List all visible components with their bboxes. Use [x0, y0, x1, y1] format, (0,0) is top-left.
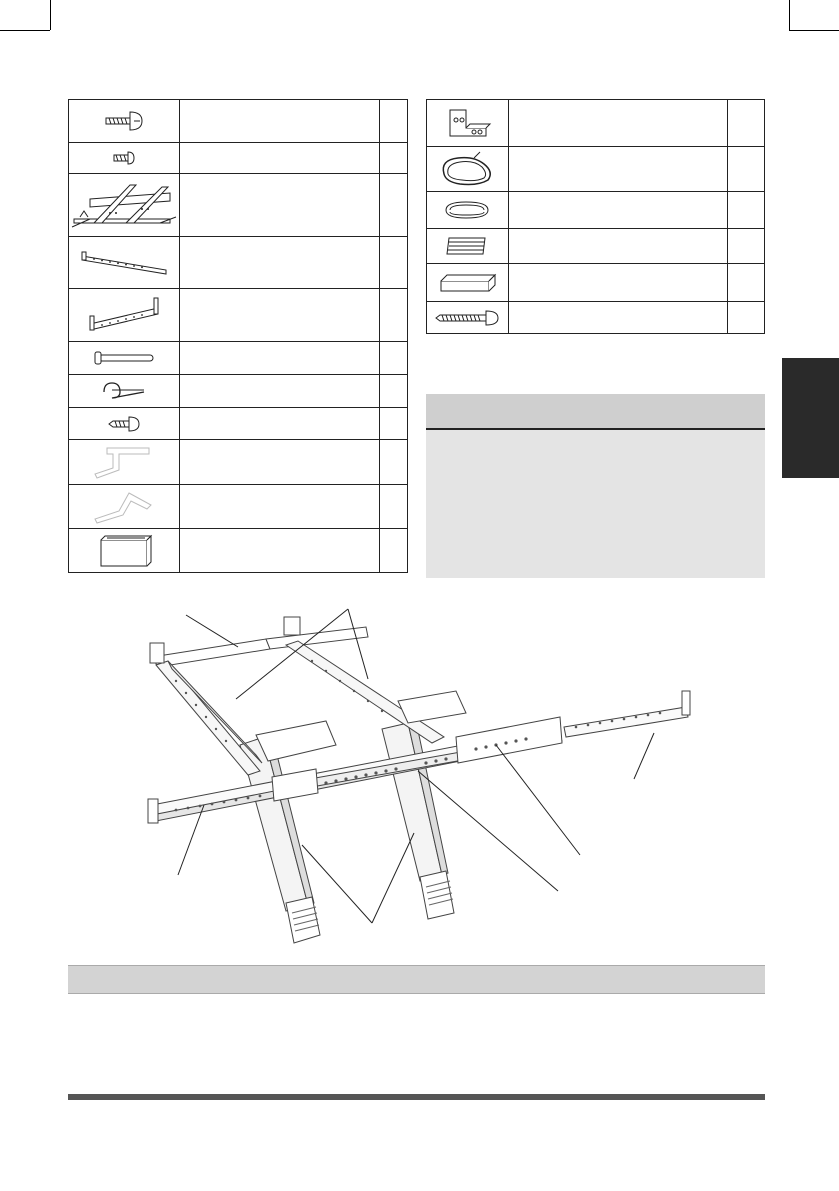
long-screw-icon	[434, 308, 500, 328]
table-row	[69, 342, 408, 375]
table-row	[69, 408, 408, 440]
block-icon	[437, 271, 497, 295]
cord-loop-icon	[434, 150, 500, 188]
parts-table-left	[68, 99, 408, 573]
table-row	[69, 174, 408, 237]
table-row	[427, 302, 765, 334]
table-row	[69, 289, 408, 342]
top-right-crop-mark-v	[789, 0, 790, 30]
note-box-header	[426, 394, 765, 430]
pin-icon	[89, 350, 159, 366]
pad-icon	[443, 234, 491, 258]
table-row	[69, 440, 408, 485]
top-left-crop-mark	[0, 30, 50, 31]
support-bracket-illustration	[136, 605, 700, 945]
table-row	[69, 143, 408, 174]
r-clip-icon	[98, 380, 150, 402]
container-icon	[95, 532, 153, 570]
section-header-bar	[68, 965, 765, 994]
table-row	[427, 147, 765, 192]
table-row	[69, 100, 408, 143]
footer-rule	[68, 1094, 765, 1100]
top-left-crop-mark-v	[50, 0, 51, 30]
table-row	[427, 192, 765, 229]
table-row	[427, 229, 765, 264]
bracket-a-icon	[89, 444, 159, 480]
foam-seal-icon	[438, 198, 496, 222]
angle-bracket-icon	[442, 106, 492, 140]
table-row	[69, 485, 408, 529]
table-row	[69, 237, 408, 289]
chapter-tab	[782, 358, 839, 478]
screw-medium-icon	[107, 415, 141, 433]
bracket-b-icon	[89, 489, 159, 525]
screw-small-icon	[112, 151, 136, 165]
adjustable-bracket-icon	[82, 294, 166, 336]
support-frame-icon	[70, 179, 178, 231]
top-right-crop-mark	[789, 30, 839, 31]
adjustable-bar-icon	[76, 248, 172, 278]
screw-large-icon	[102, 109, 146, 133]
table-row	[427, 264, 765, 302]
parts-table-right	[426, 99, 765, 334]
table-row	[427, 100, 765, 147]
table-row	[69, 375, 408, 408]
note-box	[426, 394, 765, 578]
table-row	[69, 529, 408, 573]
